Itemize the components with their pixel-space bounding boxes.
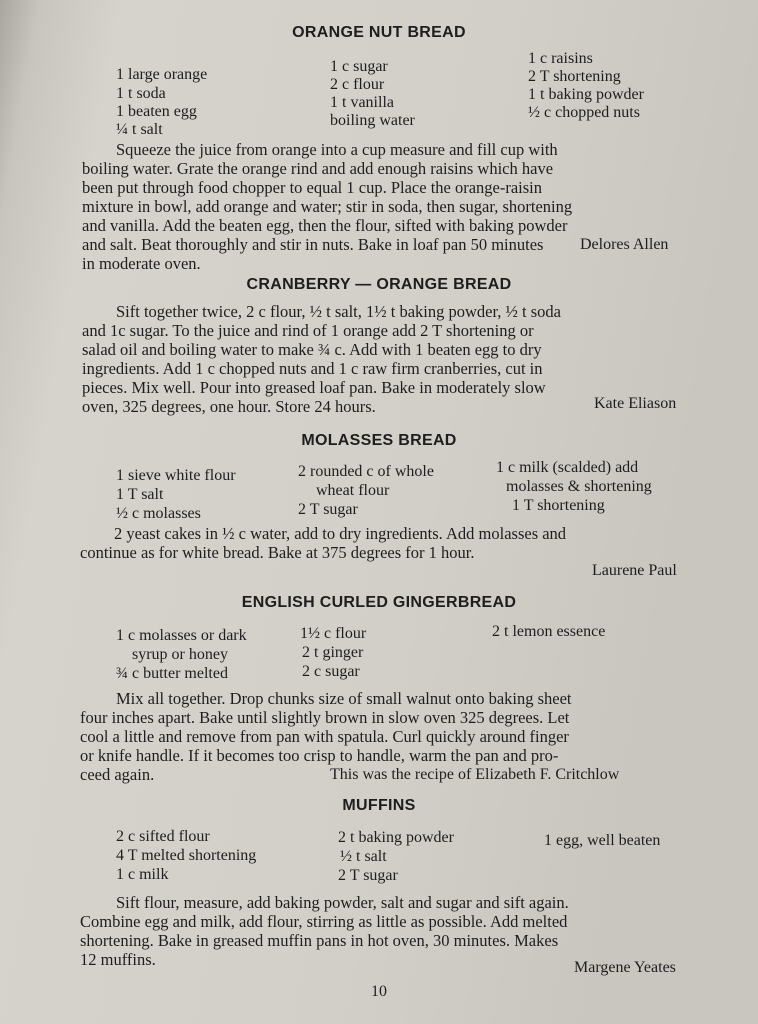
ingredient: 1 c sugar [330,58,388,75]
recipe-title-orange-nut-bread: ORANGE NUT BREAD [292,24,466,41]
ingredient: 2 c sifted flour [116,828,210,845]
ingredient: wheat flour [316,482,390,499]
recipe-author: Delores Allen [580,236,669,253]
ingredient: ½ c molasses [116,505,201,522]
ingredient: 1 c molasses or dark [116,627,247,644]
recipe-directions: 2 yeast cakes in ½ c water, add to dry ingredients. Add molasses and continue as for white bread. Bake at 375 degrees for 1 hour. [80,524,567,562]
ingredient: 2 T shortening [528,68,621,85]
recipe-directions: Sift together twice, 2 c flour, ½ t salt, 1½ t baking powder, ½ t soda and 1c sugar. To the juice and rind of 1 orange add 2 T shortening or salad oil and boiling water to make ¾ c. Add with 1 beaten egg to dry ingredients. Add 1 c chopped nuts and 1 c raw firm cranberries, cut in pieces. Mix well. Pour into greased loaf pan. Bake in moderately slow oven, 325 degrees, one hour. Store 24 hours. [82,302,562,416]
ingredient: 2 t baking powder [338,829,454,846]
ingredient: ½ c chopped nuts [528,104,640,121]
ingredient: 1 sieve white flour [116,467,236,484]
ingredient: 1 c raisins [528,50,593,67]
ingredient: 1½ c flour [300,625,367,642]
recipe-author: This was the recipe of Elizabeth F. Critchlow [330,766,620,783]
ingredient: 2 c sugar [302,663,360,680]
ingredient: 1 beaten egg [116,103,197,120]
recipe-author: Margene Yeates [574,959,676,976]
page-number: 10 [371,983,387,1000]
ingredient: 2 t ginger [302,644,364,661]
recipe-directions: Mix all together. Drop chunks size of small walnut onto baking sheet four inches apart. Bake until slightly brown in slow oven 325 degrees. Let cool a little and remove from pan with spatula. Curl quickly around finger or knife handle. If it becomes too crisp to handle, warm the pan and pro- ceed again. [80,689,572,784]
ingredient: 1 T shortening [512,497,605,514]
ingredient: 1 t soda [116,85,166,102]
ingredient: 1 c milk [116,866,169,883]
ingredient: 1 t baking powder [528,86,644,103]
ingredient: boiling water [330,112,415,129]
ingredient: molasses & shortening [506,478,652,495]
ingredient: ½ t salt [340,848,387,865]
ingredient: ¼ t salt [116,121,163,138]
ingredient: 2 T sugar [338,867,398,884]
recipe-directions: Squeeze the juice from orange into a cup measure and fill cup with boiling water. Grate the orange rind and add enough raisins which have been put through food chopper to equal 1 cup. Place the orange-raisin mixture in bowl, add orange and water; stir in soda, then sugar, shortening and vanilla. Add the beaten egg, then the flour, sifted with baking powder and salt. Beat thoroughly and stir in nuts. Bake in loaf pan 50 minutes in moderate oven. [82,140,573,273]
recipe-title-molasses-bread: MOLASSES BREAD [301,432,457,449]
ingredient: 4 T melted shortening [116,847,257,864]
ingredient: 1 c milk (scalded) add [496,459,639,476]
recipe-author: Kate Eliason [594,395,677,412]
ingredient: 1 t vanilla [330,94,394,111]
ingredient: 2 T sugar [298,501,358,518]
ingredient: 2 c flour [330,76,385,93]
ingredient: 1 egg, well beaten [544,832,661,849]
ingredient: ¾ c butter melted [116,665,228,682]
recipe-title-cranberry-orange-bread: CRANBERRY — ORANGE BREAD [246,276,512,293]
recipe-author: Laurene Paul [592,562,677,579]
ingredient: syrup or honey [132,646,228,663]
ingredient: 2 t lemon essence [492,623,606,640]
ingredient: 2 rounded c of whole [298,463,434,480]
ingredient: 1 large orange [116,66,208,83]
ingredient: 1 T salt [116,486,164,503]
recipe-directions: Sift flour, measure, add baking powder, salt and sugar and sift again. Combine egg and milk, add flour, stirring as little as possible. Add melted shortening. Bake in greased muffin pans in hot oven, 30 minutes. Makes 12 muffins. [80,893,569,969]
recipe-title-english-curled-gingerbread: ENGLISH CURLED GINGERBREAD [241,594,517,611]
recipe-title-muffins: MUFFINS [342,797,416,814]
